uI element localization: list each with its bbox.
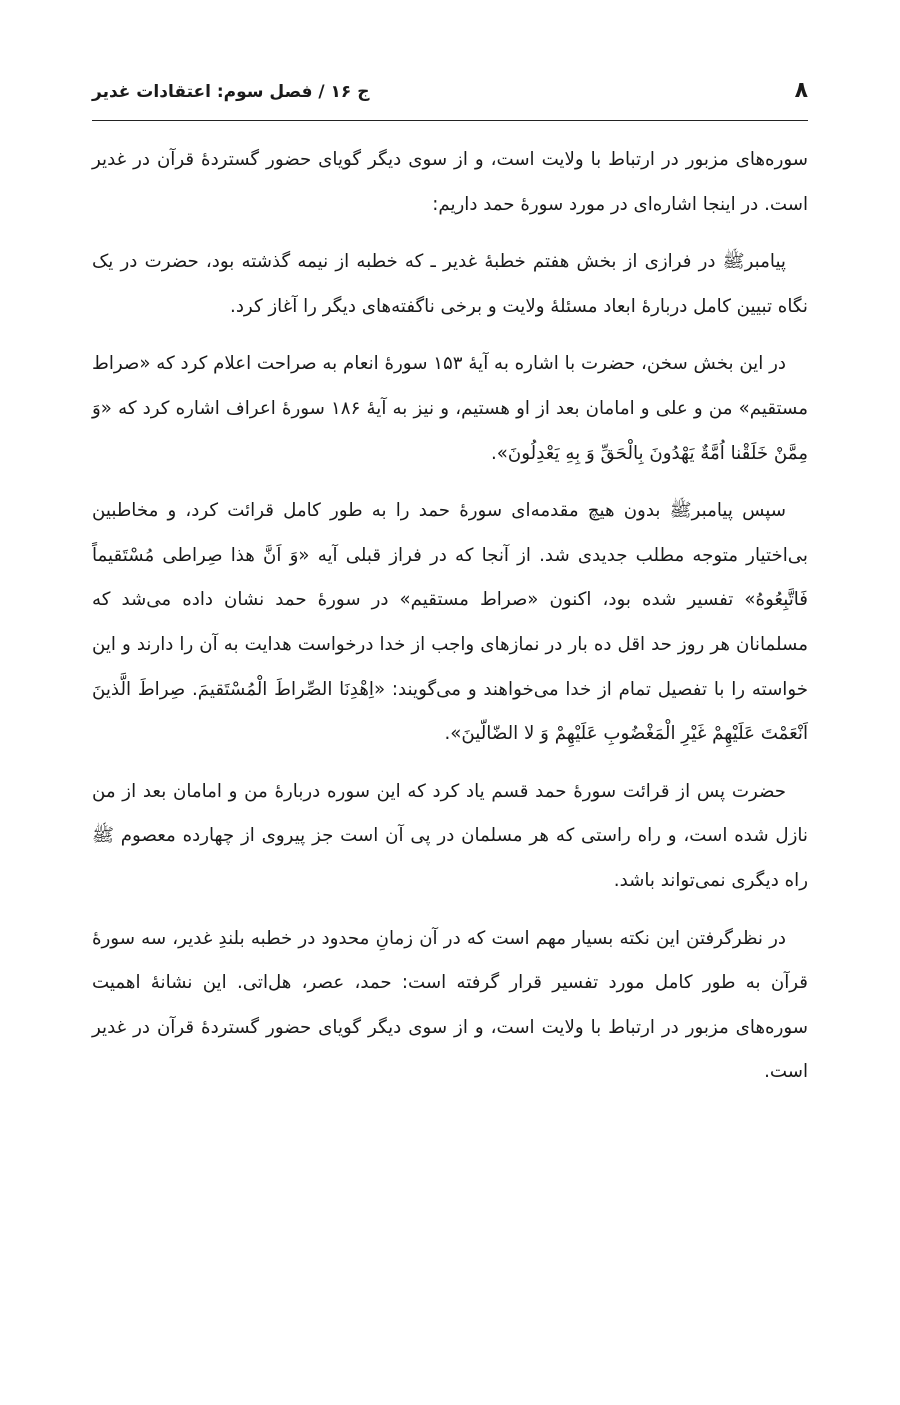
running-header <box>92 72 808 121</box>
paragraph-1: سوره‌های مزبور در ارتباط با ولایت است، و از سوی دیگر گویای حضور گستردهٔ قرآن در غدیر است. در اینجا اشاره‌ای در مورد سورهٔ حمد داریم: <box>92 149 808 215</box>
paragraph-3 <box>92 342 808 476</box>
chapter-title: ج ۱۶ / فصل سوم: اعتقادات غدیر <box>92 82 370 102</box>
paragraph-2 <box>92 240 808 329</box>
paragraph-2-text: پیامبرﷺ در فرازی از بخش هفتم خطبهٔ غدیر ـ که خطبه از نیمه گذشته بود، حضرت در یک نگاه تبیین کامل دربارهٔ ابعاد مسئلهٔ ولایت و برخی ناگفته‌های دیگر را آغاز کرد. <box>92 251 808 317</box>
paragraph-6-text: در نظرگرفتن این نکته بسیار مهم است که در آن زمانِ محدود در خطبه بلندِ غدیر، سه سورهٔ قرآن به طور کامل مورد تفسیر قرار گرفته است: حمد، عصر، هل‌اتی. این نشانهٔ اهمیت سوره‌های مزبور در ارتباط با ولایت است، و از سوی دیگر گویای حضور گستردهٔ قرآن در غدیر است. <box>92 927 808 1083</box>
paragraph-5-text: حضرت پس از قرائت سورهٔ حمد قسم یاد کرد که این سوره دربارهٔ من و امامان بعد از من نازل شده است، و راه راستی که هر مسلمان در پی آن است جز پیروی از چهارده معصوم ﷺ راه دیگری نمی‌تواند باشد. <box>92 780 808 891</box>
paragraph-5 <box>92 770 808 904</box>
paragraph-6 <box>92 917 808 1095</box>
paragraph-3-text: در این بخش سخن، حضرت با اشاره به آیهٔ ۱۵۳ سورهٔ انعام به صراحت اعلام کرد که «صراط مستقیم» من و علی و امامان بعد از او هستیم، و نیز به آیهٔ ۱۸۶ سورهٔ اعراف اشاره کرد که «وَ مِمَّنْ خَلَقْنا اُمَّةٌ یَهْدُونَ بِالْحَقِّ وَ بِهِ یَعْدِلُونَ». <box>92 353 809 464</box>
page-number: ۸ <box>794 78 808 103</box>
paragraph-4 <box>92 489 808 757</box>
body-text <box>92 138 808 1108</box>
paragraph-4-text: سپس پیامبرﷺ بدون هیچ مقدمه‌ای سورهٔ حمد را به طور کامل قرائت کرد، و مخاطبین بی‌اختیار متوجه مطلب جدیدی شد. از آنجا که در فراز قبلی آیه «وَ اَنَّ هذا صِراطی مُسْتَقیماً فَاتَّبِعُوهُ» تفسیر شده بود، اکنون «صراط مستقیم» در سورهٔ حمد نشان داده می‌شد که مسلمانان هر روز حد اقل ده بار در نمازهای واجب از خدا درخواست هدایت به آن را دارند و این خواسته را با تفصیل تمام از خدا می‌خواهند و می‌گویند: «اِهْدِنَا الصِّراطَ الْمُسْتَقیمَ. صِراطَ الَّذینَ اَنْعَمْتَ عَلَیْهِمْ غَیْرِ الْمَغْضُوبِ عَلَیْهِمْ وَ لا الضّالّینَ». <box>92 500 808 745</box>
